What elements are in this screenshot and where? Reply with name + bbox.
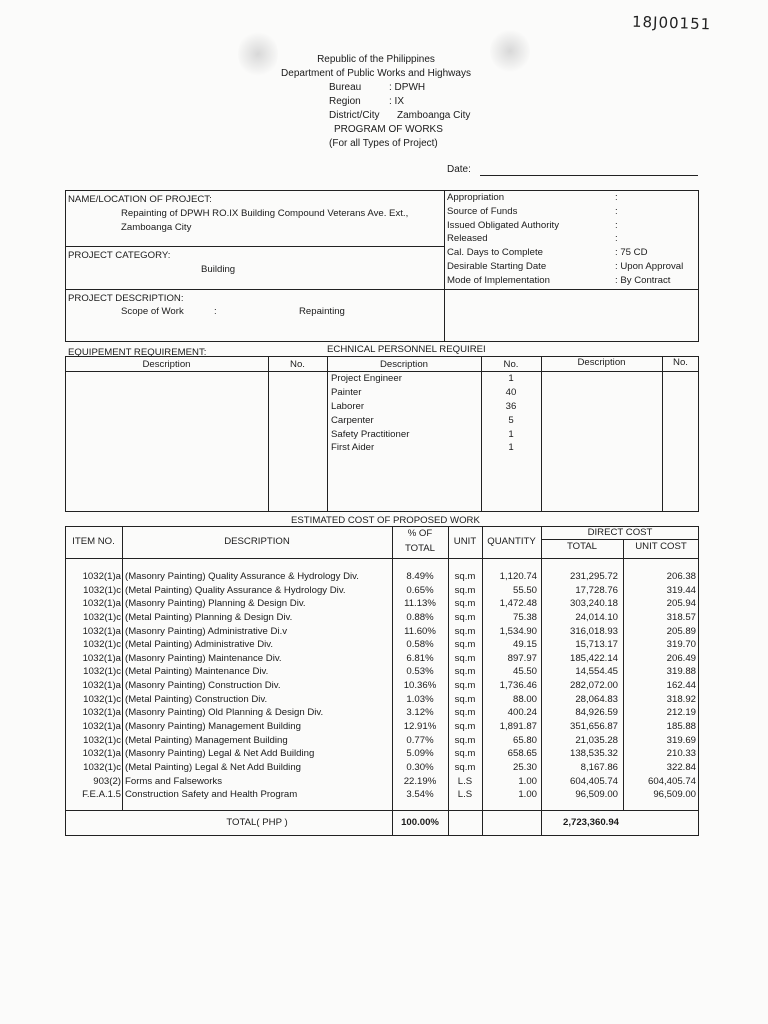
funding-label: Desirable Starting Date [447, 260, 547, 272]
cost-description: (Masonry Painting) Legal & Net Add Building [125, 748, 315, 760]
personnel-count: 36 [505, 400, 517, 412]
header [276, 53, 476, 81]
cost-row [65, 597, 699, 611]
cost-rows [65, 570, 699, 802]
scan-smudge [490, 28, 530, 74]
personnel-row [331, 414, 541, 428]
personnel-count: 5 [508, 414, 514, 426]
funding-label: Source of Funds [447, 205, 518, 217]
personnel-description: Project Engineer [331, 373, 402, 384]
cost-total-amount: 2,723,360.94 [562, 817, 620, 828]
cost-row [65, 652, 699, 666]
cost-unit-cost: 96,509.00 [653, 789, 696, 801]
district-label: District/City [329, 110, 380, 121]
bureau-label: Bureau [329, 82, 362, 93]
cost-unit-cost: 206.49 [666, 652, 696, 664]
cost-row [65, 584, 699, 598]
cost-unit-cost: 319.88 [666, 666, 696, 678]
project-name-label: NAME/LOCATION OF PROJECT: [68, 194, 212, 205]
funding-label: Issued Obligated Authority [447, 219, 559, 231]
cost-unit-cost: 212.19 [666, 707, 696, 719]
cost-unit-cost: 318.92 [666, 693, 696, 705]
cost-item-no: 1032(1)a [82, 598, 121, 610]
cost-item-no: 1032(1)a [82, 707, 121, 719]
cost-unit-cost: 604,405.74 [647, 775, 696, 787]
cost-unit: sq.m [454, 748, 476, 760]
funding-row [447, 260, 699, 274]
cost-description: Construction Safety and Health Program [125, 789, 298, 801]
cost-row [65, 570, 699, 584]
personnel-row [331, 386, 541, 400]
cost-qty: 25.30 [512, 761, 537, 773]
divider [444, 190, 445, 342]
date-line [480, 175, 698, 176]
project-category-value: Building [201, 264, 236, 275]
personnel-row [331, 400, 541, 414]
cost-row [65, 625, 699, 639]
cost-pct: 11.60% [404, 625, 436, 637]
cost-col-item: ITEM NO. [72, 536, 115, 547]
cost-pct: 8.49% [406, 571, 434, 582]
document-number: 18J00151 [631, 12, 712, 34]
cost-item-no: 1032(1)c [83, 611, 121, 623]
cost-item-no: 1032(1)a [82, 748, 121, 760]
cost-pct: 6.81% [406, 652, 434, 664]
personnel-col-description2: Description [577, 357, 626, 368]
funding-value: : By Contract [615, 274, 671, 286]
cost-item-no: 1032(1)c [83, 666, 121, 678]
cost-unit-cost: 162.44 [666, 680, 696, 692]
cost-unit: sq.m [454, 625, 476, 637]
cost-col-pct-2: TOTAL [404, 543, 436, 554]
cost-qty: 49.15 [512, 639, 537, 651]
divider [65, 246, 445, 247]
cost-unit: sq.m [454, 571, 476, 582]
cost-pct: 10.36% [403, 680, 437, 692]
cost-pct: 11.13% [404, 598, 436, 610]
cost-total: 316,018.93 [569, 625, 618, 637]
divider [65, 558, 699, 559]
cost-unit: L.S [457, 789, 473, 801]
cost-unit: sq.m [454, 693, 476, 705]
cost-pct: 5.09% [406, 748, 434, 760]
personnel-row [331, 372, 541, 386]
scope-value: Repainting [299, 306, 345, 317]
cost-total: 138,535.32 [569, 748, 618, 760]
cost-total-pct: 100.00% [401, 817, 439, 828]
cost-col-description: DESCRIPTION [224, 536, 290, 547]
cost-row [65, 693, 699, 707]
program-subtitle: (For all Types of Project) [329, 138, 438, 149]
cost-item-no: 1032(1)a [82, 571, 121, 582]
cost-col-total: TOTAL [566, 541, 598, 552]
funding-row [447, 274, 699, 288]
personnel-count: 1 [508, 373, 514, 384]
cost-item-no: 1032(1)a [82, 721, 121, 733]
cost-total: 231,295.72 [569, 571, 618, 582]
cost-pct: 0.58% [406, 639, 434, 651]
header-department: Department of Public Works and Highways [281, 68, 471, 79]
cost-qty: 1,534.90 [499, 625, 537, 637]
cost-description: (Metal Painting) Construction Div. [125, 693, 268, 705]
cost-total: 14,554.45 [575, 666, 618, 678]
cost-row [65, 638, 699, 652]
cost-total: 28,064.83 [575, 693, 618, 705]
divider [65, 289, 699, 290]
cost-unit-cost: 319.70 [666, 639, 696, 651]
cost-pct: 12.91% [403, 721, 437, 733]
cost-unit: sq.m [454, 639, 476, 651]
cost-col-unit: UNIT [453, 536, 477, 547]
cost-total: 84,926.59 [575, 707, 618, 719]
funding-label: Released [447, 233, 488, 245]
bureau-value: : DPWH [389, 82, 426, 93]
header-republic: Republic of the Philippines [317, 54, 435, 65]
cost-description: (Metal Painting) Legal & Net Add Building [125, 761, 301, 773]
cost-item-no: 1032(1)c [83, 584, 121, 596]
cost-unit-cost: 205.89 [666, 625, 696, 637]
cost-total: 24,014.10 [575, 611, 618, 623]
funding-row [447, 191, 699, 205]
cost-qty: 1.00 [518, 789, 537, 801]
cost-row [65, 775, 699, 789]
funding-value: : [615, 192, 618, 203]
region-value: : IX [389, 96, 405, 107]
cost-unit-cost: 319.69 [666, 734, 696, 746]
cost-unit-cost: 206.38 [666, 571, 696, 582]
cost-total: 185,422.14 [569, 652, 618, 664]
cost-pct: 0.53% [406, 666, 434, 678]
cost-pct: 1.03% [406, 693, 434, 705]
cost-row [65, 761, 699, 775]
personnel-count: 1 [508, 428, 514, 440]
scope-label: Scope of Work [121, 306, 184, 317]
personnel-row [331, 441, 541, 455]
cost-col-pct-1: % OF [407, 528, 433, 539]
cost-total: 303,240.18 [569, 598, 618, 610]
cost-item-no: F.E.A.1.5 [82, 789, 121, 801]
divider [662, 356, 663, 512]
cost-total: 8,167.86 [580, 761, 618, 773]
cost-unit: sq.m [454, 598, 476, 610]
cost-row [65, 679, 699, 693]
cost-total: 604,405.74 [569, 775, 618, 787]
cost-unit: L.S [457, 775, 473, 787]
cost-item-no: 1032(1)c [83, 693, 121, 705]
cost-total: 17,728.76 [575, 584, 618, 596]
cost-qty: 1,736.46 [499, 680, 537, 692]
cost-total: 282,072.00 [569, 680, 618, 692]
cost-qty: 897.97 [507, 652, 537, 664]
cost-col-direct: DIRECT COST [587, 527, 653, 538]
personnel-col-description: Description [380, 359, 428, 370]
cost-description: (Masonry Painting) Maintenance Div. [125, 652, 282, 664]
cost-pct: 0.77% [406, 734, 434, 746]
cost-pct: 22.19% [403, 775, 437, 787]
funding-panel [447, 191, 699, 288]
equipment-col-description: Description [142, 359, 191, 370]
cost-unit-cost: 205.94 [666, 598, 696, 610]
cost-qty: 1,472.48 [499, 598, 537, 610]
funding-label: Mode of Implementation [447, 274, 550, 286]
cost-title: ESTIMATED COST OF PROPOSED WORK [291, 515, 480, 526]
funding-value: : [615, 219, 618, 231]
cost-unit: sq.m [454, 680, 476, 692]
project-category-label: PROJECT CATEGORY: [68, 250, 171, 261]
cost-description: (Masonry Painting) Quality Assurance & Hydrology Div. [125, 571, 359, 582]
cost-row [65, 611, 699, 625]
cost-row [65, 788, 699, 802]
personnel-description: Safety Practitioner [331, 428, 410, 440]
cost-qty: 1,120.74 [499, 571, 537, 582]
cost-total-label: TOTAL( PHP ) [226, 817, 288, 828]
header-meta [329, 81, 470, 151]
cost-row [65, 665, 699, 679]
personnel-rows [331, 372, 541, 455]
cost-description: (Metal Painting) Planning & Design Div. [125, 611, 293, 623]
date-label: Date: [447, 164, 471, 175]
personnel-description: Laborer [331, 400, 365, 412]
personnel-col-no2: No. [673, 357, 688, 368]
personnel-description: Painter [331, 386, 362, 398]
cost-description: (Metal Painting) Quality Assurance & Hydrology Div. [125, 584, 346, 596]
cost-qty: 65.80 [512, 734, 537, 746]
cost-unit-cost: 185.88 [666, 721, 696, 733]
cost-pct: 3.12% [406, 707, 434, 719]
cost-item-no: 1032(1)a [82, 680, 121, 692]
cost-description: (Masonry Painting) Planning & Design Div. [125, 598, 306, 610]
cost-qty: 1.00 [518, 775, 537, 787]
cost-pct: 3.54% [406, 789, 434, 801]
cost-qty: 88.00 [512, 693, 537, 705]
funding-row [447, 219, 699, 233]
cost-description: (Metal Painting) Administrative Div. [125, 639, 274, 651]
cost-total: 21,035.28 [575, 734, 618, 746]
cost-total: 96,509.00 [575, 789, 618, 801]
divider [327, 356, 328, 512]
cost-unit-cost: 322.84 [666, 761, 696, 773]
equipment-col-no: No. [290, 359, 305, 370]
cost-row [65, 706, 699, 720]
personnel-description: Carpenter [331, 414, 374, 426]
cost-unit-cost: 210.33 [666, 748, 696, 760]
cost-qty: 1,891.87 [499, 721, 537, 733]
funding-label: Cal. Days to Complete [447, 247, 543, 259]
cost-unit: sq.m [454, 584, 476, 596]
cost-description: (Metal Painting) Management Building [125, 734, 288, 746]
cost-row [65, 720, 699, 734]
cost-qty: 45.50 [512, 666, 537, 678]
cost-qty: 658.65 [507, 748, 537, 760]
funding-row [447, 232, 699, 246]
cost-description: (Masonry Painting) Old Planning & Design Div. [125, 707, 324, 719]
personnel-col-no: No. [503, 359, 519, 370]
cost-item-no: 1032(1)a [82, 625, 121, 637]
funding-row [447, 246, 699, 260]
funding-value: : 75 CD [615, 247, 648, 259]
cost-unit-cost: 318.57 [666, 611, 696, 623]
cost-unit: sq.m [454, 707, 476, 719]
program-title: PROGRAM OF WORKS [334, 124, 443, 135]
equipment-title: EQUIPEMENT REQUIREMENT: [68, 347, 207, 358]
personnel-row [331, 428, 541, 442]
personnel-count: 1 [508, 442, 514, 454]
project-description-label: PROJECT DESCRIPTION: [68, 293, 184, 304]
cost-unit-cost: 319.44 [666, 584, 696, 596]
cost-unit: sq.m [454, 734, 476, 746]
cost-description: Forms and Falseworks [125, 775, 223, 787]
cost-description: (Metal Painting) Maintenance Div. [125, 666, 269, 678]
cost-item-no: 1032(1)a [82, 652, 121, 664]
cost-item-no: 903(2) [93, 775, 121, 787]
district-value: Zamboanga City [397, 110, 471, 121]
cost-pct: 0.30% [406, 761, 434, 773]
cost-pct: 0.65% [406, 584, 434, 596]
personnel-title: ECHNICAL PERSONNEL REQUIREI [327, 344, 486, 355]
cost-unit: sq.m [454, 652, 476, 664]
cost-row [65, 747, 699, 761]
cost-pct: 0.88% [406, 611, 434, 623]
cost-item-no: 1032(1)c [83, 639, 121, 651]
project-name-line2: Zamboanga City [121, 222, 192, 233]
divider [268, 356, 269, 512]
funding-row [447, 205, 699, 219]
funding-label: Appropriation [447, 192, 505, 203]
cost-qty: 400.24 [507, 707, 537, 719]
divider [541, 356, 542, 512]
scope-colon: : [214, 306, 217, 317]
cost-item-no: 1032(1)c [83, 734, 121, 746]
personnel-description: First Aider [331, 442, 375, 454]
cost-item-no: 1032(1)c [83, 761, 121, 773]
cost-row [65, 734, 699, 748]
funding-value: : [615, 205, 618, 217]
cost-qty: 55.50 [512, 584, 537, 596]
cost-description: (Masonry Painting) Construction Div. [125, 680, 281, 692]
cost-description: (Masonry Painting) Management Building [125, 721, 301, 733]
cost-unit: sq.m [454, 761, 476, 773]
funding-value: : Upon Approval [615, 260, 684, 272]
cost-total: 15,713.17 [575, 639, 618, 651]
cost-unit: sq.m [454, 721, 476, 733]
divider [65, 810, 699, 811]
cost-qty: 75.38 [512, 611, 537, 623]
project-name-line1: Repainting of DPWH RO.IX Building Compound Veterans Ave. Ext., [121, 208, 409, 219]
cost-col-qty: QUANTITY [487, 536, 536, 547]
cost-col-unitcost: UNIT COST [635, 541, 687, 552]
funding-value: : [615, 233, 618, 245]
cost-total: 351,656.87 [569, 721, 618, 733]
cost-unit: sq.m [454, 666, 476, 678]
cost-unit: sq.m [454, 611, 476, 623]
cost-description: (Masonry Painting) Administrative Di.v [125, 625, 288, 637]
personnel-count: 40 [505, 386, 517, 398]
region-label: Region [329, 96, 361, 107]
